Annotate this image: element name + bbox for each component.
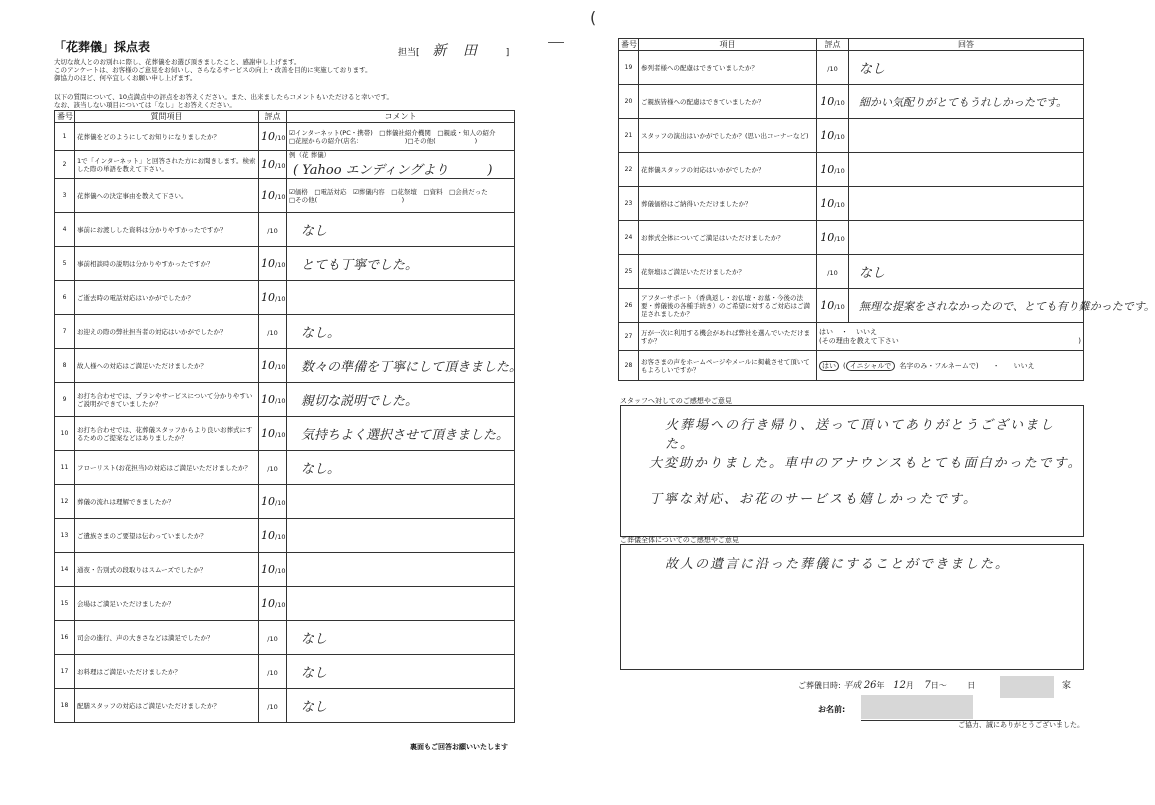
row-comment [287,315,515,349]
score-value: 10 [261,393,275,406]
table-row [55,315,515,349]
row-score [817,85,849,119]
row-comment [287,689,515,723]
row-number: 23 [619,187,639,221]
row-question: ご遺族さまのご要望は伝わっていましたか？ [75,519,259,553]
row-answer [849,221,1084,255]
row-number: 28 [619,351,639,381]
row-question: お葬式全体についてご満足はいただけましたか？ [639,221,817,255]
family-name-redacted [1000,676,1054,698]
intro-line: 大切な故人とのお別れに際し、花葬儀をお選び頂きましたこと、感謝申し上げます。 [54,58,301,66]
row-answer [817,323,1084,351]
row-comment [287,151,515,179]
score-value: 10 [261,495,275,508]
staff-name: 新 田 [432,43,483,59]
row-number: 1 [55,123,75,151]
row-question: ご親族皆様への配慮はできていましたか？ [639,85,817,119]
row-number: 18 [55,689,75,723]
row-comment [287,281,515,315]
row-question: 葬儀の流れは理解できましたか？ [75,485,259,519]
score-value: 10 [820,129,835,142]
row-score [817,153,849,187]
instruction-line: なお、該当しない項目については「なし」とお答えください。 [54,101,236,109]
name-redacted [861,695,973,719]
row-question: アフターサポート（香典返し・お仏壇・お墓・今後の法要・葬儀後の各種手続き）のご希望に対するご対応はご満足されましたか？ [639,289,817,323]
score-denominator: /10 [834,201,845,209]
row-answer [849,119,1084,153]
comment-text: なし [301,224,328,239]
score-denominator: /10 [267,329,278,337]
left-score-table [54,110,523,723]
yes-option[interactable]: はい [819,327,833,336]
reason-line [819,337,1081,346]
answer-text: 細かい気配りがとてもうれしかったです。 [859,95,1068,109]
comment-text: 気持ちよく選択させて頂きました。 [301,428,510,443]
option-line: □花屋からの紹介(店名： )□その他( ) [289,136,478,145]
paren-close: ) [975,361,979,370]
row-question: お打ち合わせでは、花葬儀スタッフからより良いお葬式にするためのご提案などはありましたか？ [75,417,259,451]
row-number: 27 [619,323,639,351]
date-label: ご葬儀日時: [798,681,841,690]
row-question: 司会の進行、声の大きさなどは満足でしたか？ [75,621,259,655]
row-number: 10 [55,417,75,451]
date-day: 7 [924,680,931,691]
row-score [259,621,287,655]
row-comment [287,417,515,451]
date-month-unit: 月 [905,681,914,690]
row-question: お客さまの声をホームページやメールに掲載させて頂いてもよろしいですか？ [639,351,817,381]
score-value: 10 [261,158,275,171]
row-number: 9 [55,383,75,417]
date-year: 26 [863,680,877,691]
staff-comment-box [620,405,1084,537]
separator: ・ [841,327,848,336]
comment-text: 親切な説明でした。 [301,394,419,409]
row-answer [849,187,1084,221]
row-number: 15 [55,587,75,621]
row-score [259,179,287,213]
row-number: 14 [55,553,75,587]
row-number: 21 [619,119,639,153]
table-row [55,451,515,485]
row-comment [287,451,515,485]
row-question: お打ち合わせでは、プランやサービスについて分かりやすいご説明ができていましたか？ [75,383,259,417]
left-page [50,38,523,758]
score-denominator: /10 [275,533,286,541]
score-denominator: /10 [275,295,286,303]
score-denominator: /10 [275,261,286,269]
answer-text: なし [859,266,886,281]
instruction-line: 以下の質問について、10点満点中の評点をお答えください。また、出来ましたらコメントもいただけると幸いです。 [54,93,393,101]
score-denominator: /10 [827,65,838,73]
comment-text: なし [301,700,328,715]
row-score [259,123,287,151]
funeral-date [798,678,975,691]
header-score: 評点 [817,39,849,51]
header-no: 番号 [619,39,639,51]
score-value: 10 [261,563,275,576]
table-row [55,247,515,281]
row-question: 通夜・告別式の段取りはスムーズでしたか？ [75,553,259,587]
row-question: 会場はご満足いただけましたか？ [75,587,259,621]
score-value: 10 [820,299,835,312]
no-option[interactable]: いいえ [1013,361,1035,370]
score-value: 10 [820,197,835,210]
option-line: ☑価格 □電話対応 ☑葬儀内容 □花祭壇 □資料 □会員だった [289,187,488,196]
score-denominator: /10 [827,269,838,277]
table-row [55,689,515,723]
page-title: 「花葬儀」採点表 [54,40,151,54]
row-number: 16 [55,621,75,655]
score-denominator: /10 [834,167,845,175]
header-comment: コメント [287,111,515,123]
score-denominator: /10 [267,669,278,677]
row-question: 花葬儀をどのようにしてお知りになりましたか？ [75,123,259,151]
row-question: フローリスト(お花担当)の対応はご満足いただけましたか？ [75,451,259,485]
table-row [619,153,1084,187]
right-score-table [618,38,1155,381]
row-score [259,689,287,723]
table-row [55,383,515,417]
row-number: 8 [55,349,75,383]
row-comment [287,247,515,281]
table-row [619,351,1084,381]
intro-line: このアンケートは、お客様のご意見をお伺いし、さらなるサービスの向上・改善を目的に実施しております。 [54,66,372,74]
comment-text: なし [301,632,328,647]
footer-note: 裏面もご回答お願いいたします [410,743,508,751]
row-score [259,247,287,281]
row-score [259,451,287,485]
table-row [55,553,515,587]
row-number: 12 [55,485,75,519]
row-question: 葬儀価格はご納得いただけましたか？ [639,187,817,221]
row-question: 事前にお渡しした資料は分かりやすかったですか？ [75,213,259,247]
row-number: 11 [55,451,75,485]
table-row [55,621,515,655]
date-day2-unit: 日 [967,681,976,690]
row-comment [287,179,515,213]
staff-section-label: スタッフへ対してのご感想やご意見 [620,397,732,405]
right-page [618,38,1155,778]
overall-section-label: ご葬儀全体についてのご感想やご意見 [620,536,739,544]
row-question: 配膳スタッフの対応はご満足いただけましたか？ [75,689,259,723]
row-question: スタッフの演出はいかがでしたか？(思い出コーナーなど) [639,119,817,153]
family-suffix: 家 [1062,681,1072,691]
table-row [619,255,1084,289]
row-comment [287,349,523,383]
row-score [259,553,287,587]
table-row [55,123,515,151]
row-score [259,655,287,689]
table-row [55,587,515,621]
table-row [619,323,1084,351]
score-denominator: /10 [275,601,286,609]
row-comment [287,485,515,519]
scan-mark: ( [590,8,597,27]
score-denominator: /10 [275,134,286,142]
row-comment [287,587,515,621]
header-no: 番号 [55,111,75,123]
date-era: 平成 [843,681,862,691]
row-comment [287,123,515,151]
score-denominator: /10 [275,567,286,575]
score-denominator: /10 [834,303,845,311]
row-question: 1で「インターネット」と回答された方にお聞きします。検索した際の単語を教えて下さい。 [75,151,259,179]
score-value: 10 [261,130,275,143]
staff-comment-line: 大変助かりました。車中のアナウンスもとても面白かったです。 [649,456,1083,471]
row-score [259,213,287,247]
choice-line [819,328,1081,337]
initial-option[interactable]: イニシャルで [846,361,896,371]
row-score [817,51,849,85]
comment-text: なし [301,666,328,681]
no-option[interactable]: いいえ [856,327,877,336]
score-denominator: /10 [275,363,286,371]
row-question: 花葬儀スタッフの対応はいかがでしたか？ [639,153,817,187]
score-value: 10 [261,529,275,542]
header-score: 評点 [259,111,287,123]
staff-comment-line: 丁寧な対応、お花のサービスも嬉しかったです。 [649,492,978,507]
option-line: □その他( ) [289,195,405,204]
row-question: お迎えの際の弊社担当者の対応はいかがでしたか？ [75,315,259,349]
row-question: お料理はご満足いただけましたか？ [75,655,259,689]
row-question: 花祭壇はご満足いただけましたか？ [639,255,817,289]
row-comment [287,655,515,689]
overall-comment-box [620,544,1084,670]
row-score [817,289,849,323]
score-denominator: /10 [267,227,278,235]
header-answer: 回答 [849,39,1084,51]
table-row [619,221,1084,255]
row-answer [849,85,1084,119]
answer-text: 無理な提案をされなかったので、とても有り難かったです。 [859,299,1155,313]
row-answer [817,351,1084,381]
row-question: 参列者様への配慮はできていましたか？ [639,51,817,85]
row-comment [287,383,515,417]
table-row [619,51,1084,85]
score-value: 10 [820,95,835,108]
score-denominator: /10 [267,465,278,473]
row-number: 3 [55,179,75,213]
score-denominator: /10 [834,133,845,141]
table-row [55,213,515,247]
score-denominator: /10 [275,162,286,170]
comment-text: 数々の準備を丁寧にして頂きました。 [301,360,523,375]
row-question: 万が一次に利用する機会があれば弊社を選んでいただけますか？ [639,323,817,351]
comment-prefix: 例（花 葬儀） [289,151,331,159]
score-value: 10 [261,427,275,440]
row-score [259,519,287,553]
intro-text [54,58,372,82]
staff-field [398,40,509,60]
row-number: 5 [55,247,75,281]
table-row [55,349,515,383]
staff-close: ] [505,48,510,58]
row-question: 花葬儀への決定事由を教えて下さい。 [75,179,259,213]
staff-label: 担当[ [398,48,420,58]
scan-dash [548,42,564,43]
table-row [619,289,1084,323]
row-number: 20 [619,85,639,119]
score-denominator: /10 [267,703,278,711]
separator: ・ [992,361,1000,370]
comment-text: なし。 [301,326,341,341]
score-value: 10 [261,359,275,372]
row-score [817,221,849,255]
row-score [259,587,287,621]
table-row [619,119,1084,153]
row-comment [287,519,515,553]
row-number: 6 [55,281,75,315]
score-denominator: /10 [275,397,286,405]
row-comment [287,213,515,247]
comment-text: なし。 [301,462,341,477]
score-denominator: /10 [834,235,845,243]
row-answer [849,51,1084,85]
table-row [55,281,515,315]
name-label: お名前: [818,705,846,714]
row-score [259,281,287,315]
row-score [259,315,287,349]
name-only-option[interactable]: 名字のみ・フルネームで [899,361,976,370]
row-score [259,485,287,519]
row-comment [287,621,515,655]
overall-comment-line: 故人の遺言に沿った葬儀にすることができました。 [665,557,1011,572]
row-number: 13 [55,519,75,553]
row-score [817,119,849,153]
row-answer [849,255,1084,289]
thanks-note: ご協力、誠にありがとうございました。 [958,721,1084,729]
table-row [55,485,515,519]
row-score [259,349,287,383]
yes-option[interactable]: はい [819,361,839,371]
reason-close: ) [1078,336,1081,345]
row-number: 4 [55,213,75,247]
row-score [259,383,287,417]
row-question: 故人様への対応はご満足いただけましたか？ [75,349,259,383]
score-value: 10 [261,189,275,202]
row-comment [287,553,515,587]
row-number: 24 [619,221,639,255]
row-answer [849,153,1084,187]
score-denominator: /10 [275,499,286,507]
row-number: 22 [619,153,639,187]
option-line: ☑インターネット(PC・携帯) □葬儀社紹介機関 □親戚・知人の紹介 [289,128,496,137]
score-value: 10 [261,257,275,270]
comment-text: ( Yahoo エンディングより ) [293,163,493,178]
table-row [55,417,515,451]
row-number: 25 [619,255,639,289]
staff-comment-line: 火葬場への行き帰り、送って頂いてありがとうございました。 [665,418,1056,452]
row-answer [849,289,1155,323]
row-score [259,151,287,179]
table-row [619,85,1084,119]
table-row [55,519,515,553]
score-value: 10 [261,291,275,304]
date-month: 12 [893,680,906,691]
row-number: 19 [619,51,639,85]
row-score [817,255,849,289]
score-value: 10 [261,597,275,610]
row-score [259,417,287,451]
row-number: 26 [619,289,639,323]
row-score [817,187,849,221]
row-number: 17 [55,655,75,689]
score-denominator: /10 [275,431,286,439]
score-denominator: /10 [275,193,286,201]
date-day-unit: 日～ [930,681,947,690]
comment-text: とても丁寧でした。 [301,258,419,273]
header-question: 質問項目 [75,111,259,123]
score-value: 10 [820,231,835,244]
instructions-text [54,93,393,109]
table-row [55,151,515,179]
date-year-unit: 年 [876,681,885,690]
reason-label: その理由を教えて下さい [821,336,899,345]
row-question: 事前相談時の説明は分かりやすかったですか？ [75,247,259,281]
score-value: 10 [820,163,835,176]
row-number: 7 [55,315,75,349]
intro-line: 御協力のほど、何卒宜しくお願い申し上げます。 [54,74,197,82]
paren-open: ( [843,361,846,370]
table-row [619,187,1084,221]
answer-text: なし [859,62,886,77]
row-number: 2 [55,151,75,179]
row-question: ご逝去時の電話対応はいかがでしたか？ [75,281,259,315]
score-denominator: /10 [834,99,845,107]
reason-open: ( [819,336,822,345]
table-row [55,179,515,213]
score-denominator: /10 [267,635,278,643]
table-row [55,655,515,689]
header-item: 項目 [639,39,817,51]
